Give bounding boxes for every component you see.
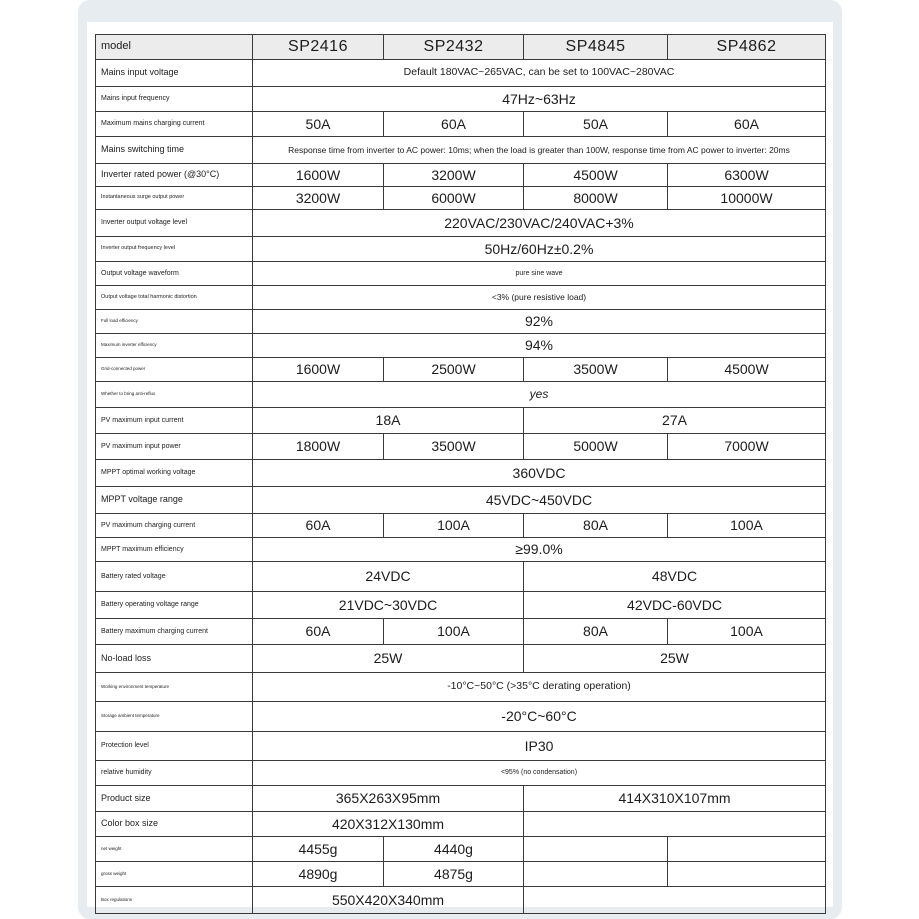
row-value	[524, 887, 826, 914]
table-header-row	[96, 35, 826, 60]
row-value: 60A	[253, 619, 384, 645]
row-value: 50Hz/60Hz±0.2%	[253, 237, 826, 262]
row-label: Working environment temperature	[96, 673, 253, 702]
row-label: PV maximum input power	[96, 434, 253, 460]
table-row	[96, 262, 826, 286]
row-value: Default 180VAC~265VAC, can be set to 100VAC~280VAC	[253, 60, 826, 87]
table-row	[96, 673, 826, 702]
row-label: Mains input frequency	[96, 87, 253, 112]
row-label: Battery maximum charging current	[96, 619, 253, 645]
row-value: 220VAC/230VAC/240VAC+3%	[253, 210, 826, 237]
table-row	[96, 645, 826, 673]
row-value: 60A	[668, 112, 826, 137]
row-value: 365X263X95mm	[253, 786, 524, 812]
row-value: 18A	[253, 408, 524, 434]
row-value	[524, 837, 668, 862]
row-label: MPPT voltage range	[96, 487, 253, 514]
row-label: MPPT maximum efficiency	[96, 538, 253, 562]
row-value	[668, 862, 826, 887]
row-label: Maximum inverter efficiency	[96, 334, 253, 358]
row-label: relative humidity	[96, 761, 253, 786]
row-label: Protection level	[96, 732, 253, 761]
table-row	[96, 862, 826, 887]
row-value: -20°C~60°C	[253, 702, 826, 732]
row-value: yes	[253, 382, 826, 408]
row-value: 6000W	[384, 187, 524, 210]
row-value: 3200W	[384, 164, 524, 187]
table-row	[96, 60, 826, 87]
table-row	[96, 732, 826, 761]
row-label: Whether to bring anti-reflux	[96, 382, 253, 408]
row-label: Maximum mains charging current	[96, 112, 253, 137]
row-value: 1800W	[253, 434, 384, 460]
table-row	[96, 334, 826, 358]
row-value: 4440g	[384, 837, 524, 862]
row-value: 60A	[253, 514, 384, 538]
model-sp2416: SP2416	[253, 35, 384, 60]
row-label: Product size	[96, 786, 253, 812]
row-value: pure sine wave	[253, 262, 826, 286]
table-row	[96, 619, 826, 645]
model-sp4862: SP4862	[668, 35, 826, 60]
row-label: PV maximum charging current	[96, 514, 253, 538]
row-value: 360VDC	[253, 460, 826, 487]
row-value: 80A	[524, 514, 668, 538]
row-value: 420X312X130mm	[253, 812, 524, 837]
table-row	[96, 237, 826, 262]
row-value: 94%	[253, 334, 826, 358]
table-row	[96, 358, 826, 382]
row-value: 4500W	[524, 164, 668, 187]
row-label: Inverter output voltage level	[96, 210, 253, 237]
row-value: 550X420X340mm	[253, 887, 524, 914]
row-value: 100A	[384, 514, 524, 538]
row-value: 50A	[253, 112, 384, 137]
row-value: 45VDC~450VDC	[253, 487, 826, 514]
row-label: Battery operating voltage range	[96, 592, 253, 619]
table-row	[96, 538, 826, 562]
row-value: 5000W	[524, 434, 668, 460]
row-value: Response time from inverter to AC power: 10ms; when the load is greater than 100W, response time from AC power to inverter: 20ms	[253, 137, 826, 164]
row-value: 4455g	[253, 837, 384, 862]
table-row	[96, 310, 826, 334]
row-value: 48VDC	[524, 562, 826, 592]
table-row	[96, 187, 826, 210]
row-label: Inverter rated power (@30°C)	[96, 164, 253, 187]
spec-table	[95, 34, 826, 914]
table-row	[96, 812, 826, 837]
row-value: 1600W	[253, 164, 384, 187]
row-value: <95% (no condensation)	[253, 761, 826, 786]
table-row	[96, 562, 826, 592]
table-row	[96, 382, 826, 408]
row-label: Mains input voltage	[96, 60, 253, 87]
row-value: 42VDC-60VDC	[524, 592, 826, 619]
table-row	[96, 514, 826, 538]
row-value: 3500W	[524, 358, 668, 382]
row-label: Output voltage total harmonic distortion	[96, 286, 253, 310]
row-value: 10000W	[668, 187, 826, 210]
row-value: ≥99.0%	[253, 538, 826, 562]
row-label: Mains switching time	[96, 137, 253, 164]
row-value: 27A	[524, 408, 826, 434]
row-label: Full load efficiency	[96, 310, 253, 334]
row-label: Battery rated voltage	[96, 562, 253, 592]
row-value: 414X310X107mm	[524, 786, 826, 812]
row-label: Inverter output frequency level	[96, 237, 253, 262]
row-value: 7000W	[668, 434, 826, 460]
table-row	[96, 460, 826, 487]
row-value: 3500W	[384, 434, 524, 460]
table-row	[96, 137, 826, 164]
row-label: Grid-connected power	[96, 358, 253, 382]
table-row	[96, 887, 826, 914]
row-label: No-load loss	[96, 645, 253, 673]
row-label: MPPT optimal working voltage	[96, 460, 253, 487]
header-label: model	[96, 35, 253, 60]
table-row	[96, 286, 826, 310]
table-row	[96, 112, 826, 137]
row-value: 47Hz~63Hz	[253, 87, 826, 112]
row-value: 1600W	[253, 358, 384, 382]
row-label: Box regulations	[96, 887, 253, 914]
table-row	[96, 164, 826, 187]
table-row	[96, 761, 826, 786]
row-value: 100A	[668, 619, 826, 645]
row-value: 50A	[524, 112, 668, 137]
row-label: Output voltage waveform	[96, 262, 253, 286]
table-row	[96, 434, 826, 460]
row-value: 2500W	[384, 358, 524, 382]
row-value: -10°C~50°C (>35°C derating operation)	[253, 673, 826, 702]
row-value: 80A	[524, 619, 668, 645]
table-row	[96, 408, 826, 434]
row-label: net weight	[96, 837, 253, 862]
row-label: Storage ambient temperature	[96, 702, 253, 732]
row-label: gross weight	[96, 862, 253, 887]
table-row	[96, 786, 826, 812]
row-value: 24VDC	[253, 562, 524, 592]
row-value: 21VDC~30VDC	[253, 592, 524, 619]
model-sp2432: SP2432	[384, 35, 524, 60]
row-label: Instantaneous surge output power	[96, 187, 253, 210]
row-value: 6300W	[668, 164, 826, 187]
row-value: <3% (pure resistive load)	[253, 286, 826, 310]
row-label: Color box size	[96, 812, 253, 837]
row-value: 25W	[524, 645, 826, 673]
table-row	[96, 87, 826, 112]
row-value: 8000W	[524, 187, 668, 210]
row-value: 3200W	[253, 187, 384, 210]
row-value: 92%	[253, 310, 826, 334]
table-row	[96, 837, 826, 862]
row-value: IP30	[253, 732, 826, 761]
row-value: 4875g	[384, 862, 524, 887]
table-row	[96, 487, 826, 514]
row-value: 25W	[253, 645, 524, 673]
model-sp4845: SP4845	[524, 35, 668, 60]
row-value	[524, 862, 668, 887]
row-value	[524, 812, 826, 837]
table-row	[96, 592, 826, 619]
row-value: 4500W	[668, 358, 826, 382]
row-value: 4890g	[253, 862, 384, 887]
row-label: PV maximum input current	[96, 408, 253, 434]
table-row	[96, 210, 826, 237]
row-value	[668, 837, 826, 862]
row-value: 100A	[668, 514, 826, 538]
row-value: 100A	[384, 619, 524, 645]
row-value: 60A	[384, 112, 524, 137]
table-row	[96, 702, 826, 732]
